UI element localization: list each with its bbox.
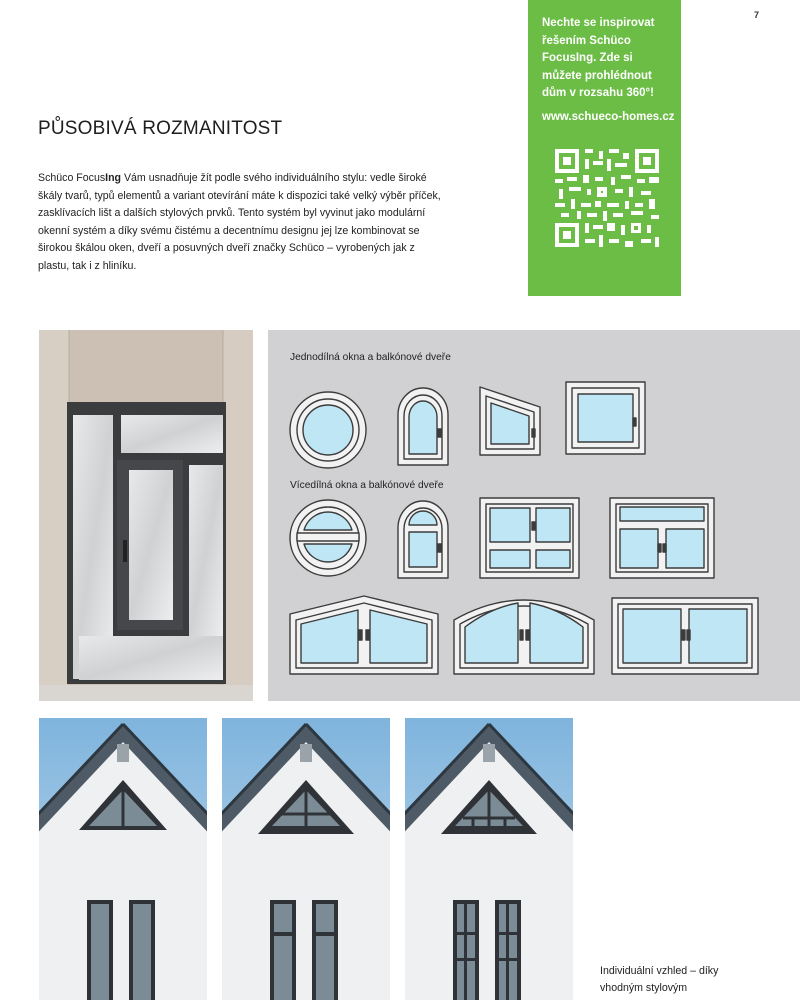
page-number: 7 [754,10,760,20]
transom-window-icon [610,498,714,578]
caption-line: vhodným stylovým [600,982,688,994]
body-text-bold: Ing [105,172,122,184]
promo-line: řešením Schüco [542,34,631,47]
body-text-start: Schüco Focus [38,172,106,184]
house-gable-photo [39,718,207,1000]
round-two-part-window-icon [290,500,366,576]
four-pane-window-icon [480,498,579,578]
square-window-icon [566,382,645,454]
qr-code-icon[interactable] [555,149,659,247]
window-diagrams [268,330,800,701]
double-gable-window-icon [290,596,438,674]
body-text-rest: Vám usnadňuje žít podle svého individuálního stylu: vedle široké škály tvarů, typů elementů a variant otevírání máte k dispozici také velký výběr příček, zasklívacích lišt a dalších stylových prvků. Tento systém byl vyvinut jako modulární okenní systém a díky svému čistému a decentnímu designu jej lze kombinovat se širokou škálou oken, dveří a posuvných dveří značky Schüco – vyrobených jak z plastu, tak i z hliníku. [38,172,441,272]
double-casement-window-icon [612,598,758,674]
caption [600,963,770,997]
segmental-arch-window-icon [454,600,594,674]
article-body [38,170,448,276]
section-label-multi: Vícedílná okna a balkónové dveře [290,480,444,491]
house-gable-photo [405,718,573,1000]
house-gable-photo [222,718,390,1000]
round-window-icon [290,392,366,468]
caption-line: Individuální vzhled – díky [600,965,719,977]
promo-line: můžete prohlédnout [542,69,652,82]
promo-box [528,0,681,296]
promo-text [542,15,677,103]
entrance-door-photo [39,330,253,701]
promo-url-link[interactable]: www.schueco-homes.cz [542,111,675,123]
page-title: PŮSOBIVÁ ROZMANITOST [38,118,283,139]
promo-line: dům v rozsahu 360°! [542,87,654,99]
arched-two-part-window-icon [398,501,448,578]
trapezoid-window-icon [480,387,540,455]
section-label-single: Jednodílná okna a balkónové dveře [290,352,451,363]
window-types-panel [268,330,800,701]
arched-window-icon [398,388,448,465]
promo-line: Nechte se inspirovat [542,17,655,29]
promo-line: FocusIng. Zde si [542,52,633,64]
